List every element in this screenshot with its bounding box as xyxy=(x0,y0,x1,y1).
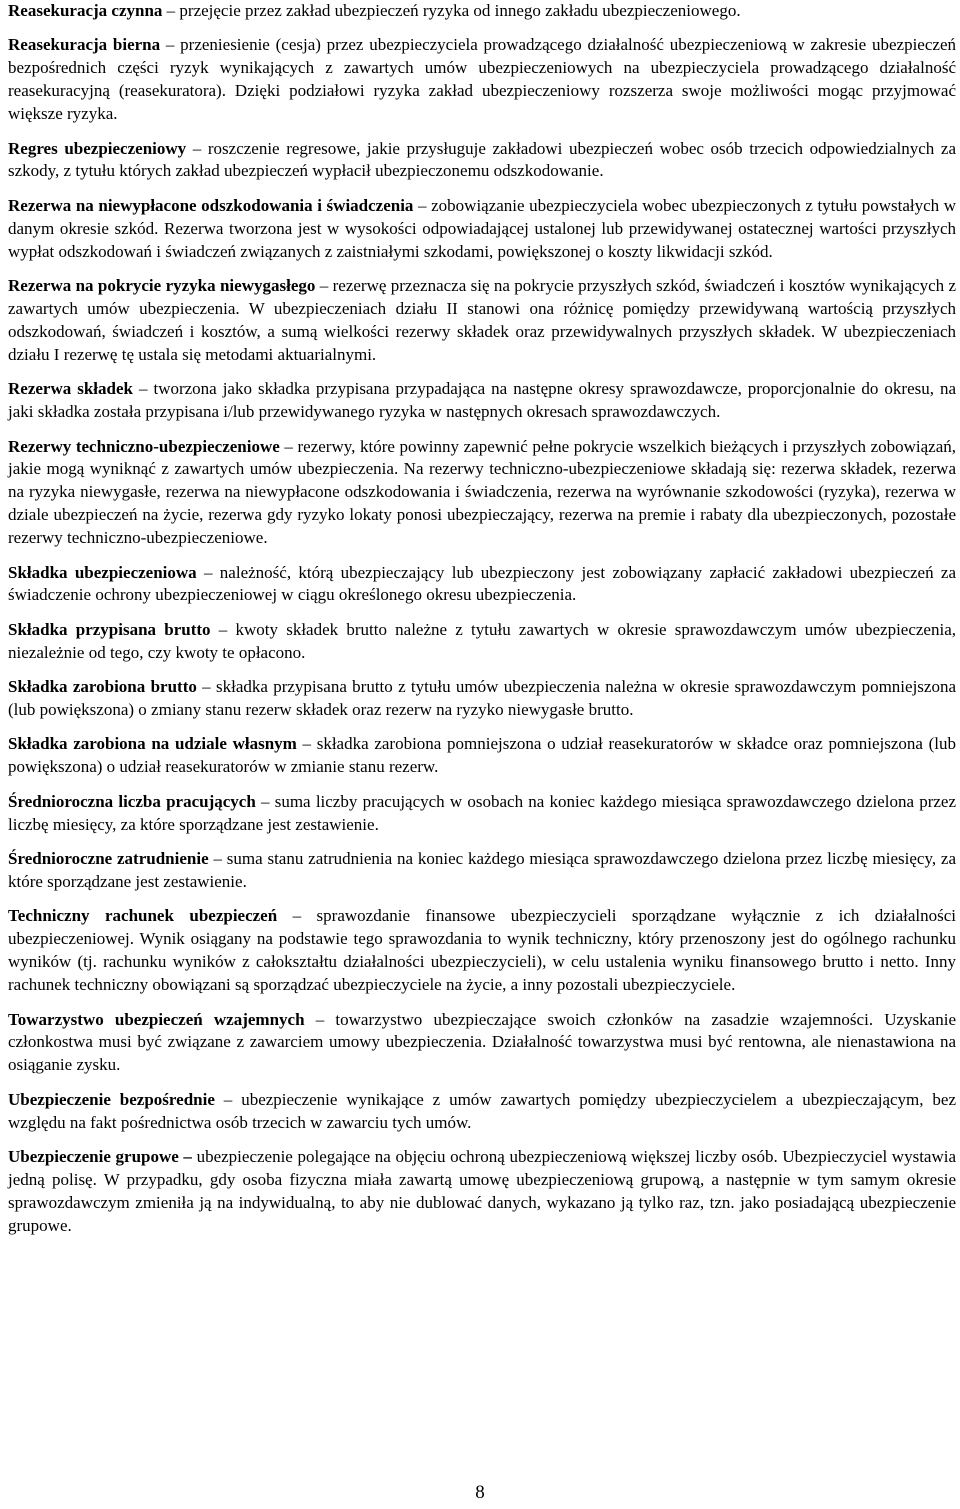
glossary-term: Składka zarobiona brutto xyxy=(8,677,197,697)
glossary-entry xyxy=(8,138,956,184)
glossary-term: Składka przypisana brutto xyxy=(8,619,211,639)
glossary-entry xyxy=(8,34,956,126)
glossary-entry xyxy=(8,275,956,367)
glossary-definition: zobowiązanie ubezpieczyciela wobec ubezpieczonych z tytułu powstałych w danym okresie szkód. Rezerwa tworzona jest w wysokości odpowiadającej ustalonej lub przewidywanej ostatecznej wartości przyszłych wypłat odszkodowań i świadczeń związanych z zaistniałymi szkodami, powiększonej o koszty likwidacji szkód. xyxy=(8,195,957,261)
glossary-definition: suma stanu zatrudnienia na koniec każdego miesiąca sprawozdawczego dzielona przez liczbę miesięcy, za które sporządzane jest zestawienie. xyxy=(8,849,957,891)
glossary-definition: rezerwę przeznacza się na pokrycie przyszłych szkód, świadczeń i kosztów wynikających z zawartych umów ubezpieczenia. W ubezpieczeniach działu II stanowi ona różnicę pomiędzy przewidywaną wartością przyszłych odszkodowań, świadczeń i kosztów, a sumą wielkości rezerwy składek oraz przewidywalnych przyszłych składek. W ubezpieczeniach działu I rezerwę tę ustala się metodami aktuarialnymi. xyxy=(8,276,957,364)
glossary-term: Reasekuracja czynna xyxy=(8,1,163,20)
glossary-entry xyxy=(8,619,956,665)
glossary-definition: suma liczby pracujących w osobach na koniec każdego miesiąca sprawozdawczego dzielona przez liczbę miesięcy, za które sporządzane jest zestawienie. xyxy=(8,791,957,834)
glossary-entry xyxy=(8,1089,956,1135)
glossary-entry xyxy=(8,195,956,264)
glossary-definition: tworzona jako składka przypisana przypadająca na następne okresy sprawozdawcze, proporcjonalnie do okresu, na jaki składka została przypisana i/lub przewidywanego ryzyka w następnych okresach sprawozdawczych. xyxy=(8,379,957,422)
term-separator: – xyxy=(304,1009,336,1029)
term-separator: – xyxy=(277,906,317,926)
term-separator: – xyxy=(208,849,227,869)
glossary-term: Średnioroczne zatrudnienie xyxy=(8,849,209,869)
glossary-term: Regres ubezpieczeniowy xyxy=(8,138,187,158)
glossary-entry xyxy=(8,436,956,551)
glossary-definition: przeniesienie (cesja) przez ubezpieczyciela prowadzącego działalność ubezpieczeniową w zakresie ubezpieczeń bezpośrednich części ryzyk wynikających z zawartych umów ubezpieczeniowych na ubezpieczyciela prowadzącego działalność reasekuracyjną (reasekuratora). Dzięki podziałowi ryzyka zakład ubezpieczeniowy rozszerza swoje możliwości mogąc przyjmować większe ryzyka. xyxy=(8,35,956,124)
term-separator: – xyxy=(196,677,216,697)
glossary-definition: towarzystwo ubezpieczające swoich członków na zasadzie wzajemności. Uzyskanie członkostwa musi być związane z zawarciem umowy ubezpieczenia. Działalność towarzystwa musi być rentowna, ale nienastawiona na osiąganie zysku. xyxy=(8,1009,957,1075)
glossary-term: Reasekuracja bierna xyxy=(8,35,161,55)
glossary-definition: ubezpieczenie wynikające z umów zawartych pomiędzy ubezpieczycielem a ubezpieczającym, bez względu na fakt pośrednictwa osób trzecich w zawarciu tych umów. xyxy=(8,1089,957,1132)
term-separator: – xyxy=(162,1,180,20)
glossary-entry xyxy=(8,676,956,722)
glossary-entry xyxy=(8,1009,956,1078)
glossary-term: Techniczny rachunek ubezpieczeń xyxy=(8,906,278,926)
glossary-term: Składka ubezpieczeniowa xyxy=(8,562,197,582)
glossary-term: Towarzystwo ubezpieczeń wzajemnych xyxy=(8,1009,305,1029)
glossary-entry xyxy=(8,733,956,779)
glossary-term: Rezerwy techniczno-ubezpieczeniowe xyxy=(8,436,280,456)
glossary-page xyxy=(8,0,956,1249)
term-separator: – xyxy=(214,1089,242,1109)
term-separator: – xyxy=(255,791,275,811)
glossary-entry xyxy=(8,791,956,837)
page-number: 8 xyxy=(475,1482,485,1503)
term-separator: – xyxy=(413,195,432,215)
glossary-term: Rezerwa na niewypłacone odszkodowania i świadczenia xyxy=(8,195,414,215)
glossary-entry xyxy=(8,378,956,424)
glossary-definition: rezerwy, które powinny zapewnić pełne pokrycie wszelkich bieżących i przyszłych zobowiązań, jakie mogą wyniknąć z zawartych umów ubezpieczenia. Na rezerwy techniczno-ubezpieczeniowe składają się: rezerwa składek, rezerwa na ryzyka niewygasłe, rezerwa na niewypłacone odszkodowania i świadczenia, rezerwa na wyrównanie szkodowości (ryzyka), rezerwa w dziale ubezpieczeń na życie, rezerwa gdy ryzyko lokaty ponosi ubezpieczający, rezerwa na premie i rabaty dla ubezpieczonych, pozostałe rezerwy techniczno-ubezpieczeniowe. xyxy=(8,436,957,548)
glossary-term: Średnioroczna liczba pracujących xyxy=(8,791,256,811)
glossary-entry xyxy=(8,848,956,894)
glossary-definition: kwoty składek brutto należne z tytułu zawartych w okresie sprawozdawczym umów ubezpieczenia, niezależnie od tego, czy kwoty te opłacono. xyxy=(8,619,956,662)
term-separator: – xyxy=(279,436,298,456)
glossary-entry xyxy=(8,1146,956,1238)
glossary-term: Ubezpieczenie bezpośrednie xyxy=(8,1089,215,1109)
glossary-definition: składka przypisana brutto z tytułu umów ubezpieczenia należna w okresie sprawozdawczym pomniejszona (lub powiększona) o zmiany stanu rezerw składek oraz rezerw na ryzyko niewygasłe brutto. xyxy=(8,677,957,720)
term-separator: – xyxy=(160,35,181,55)
term-separator: – xyxy=(315,276,333,296)
glossary-definition: składka zarobiona pomniejszona o udział reasekuratorów w składce oraz pomniejszona (lub powiększona) o udział reasekuratorów w zmianie stanu rezerw. xyxy=(8,734,957,777)
glossary-term: Rezerwa składek xyxy=(8,379,133,399)
term-separator: – xyxy=(296,734,317,754)
glossary-definition: należność, którą ubezpieczający lub ubezpieczony jest zobowiązany zapłacić zakładowi ubezpieczeń za świadczenie ochrony ubezpieczeniowej w ciągu określonego okresu ubezpieczenia. xyxy=(8,562,957,605)
glossary-entry xyxy=(8,0,956,23)
term-separator: – xyxy=(186,138,208,158)
glossary-term: Składka zarobiona na udziale własnym xyxy=(8,734,297,754)
glossary-definition: przejęcie przez zakład ubezpieczeń ryzyka od innego zakładu ubezpieczeniowego. xyxy=(179,1,741,20)
glossary-entry xyxy=(8,905,956,997)
glossary-definition: roszczenie regresowe, jakie przysługuje zakładowi ubezpieczeń wobec osób trzecich odpowiedzialnych za szkody, z tytułu których zakład ubezpieczeń wypłacił ubezpieczonemu odszkodowanie. xyxy=(8,138,956,181)
glossary-term: Rezerwa na pokrycie ryzyka niewygasłego xyxy=(8,276,316,296)
glossary-term: Ubezpieczenie grupowe – xyxy=(8,1147,192,1167)
glossary-definition: sprawozdanie finansowe ubezpieczycieli sporządzane wyłącznie z ich działalności ubezpieczeniowej. Wynik osiągany na podstawie tego sprawozdania to wynik techniczny, który przenoszony jest do ogólnego rachunku wyników (tj. rachunku wyników z całokształtu działalności ubezpieczycieli), w celu ustalenia wyniku finansowego brutto i netto. Inny rachunek techniczny obowiązani są sporządzać ubezpieczyciele na życie, a inny pozostali ubezpieczyciele. xyxy=(8,906,956,995)
term-separator: – xyxy=(196,562,220,582)
glossary-definition: ubezpieczenie polegające na objęciu ochroną ubezpieczeniową większej liczby osób. Ubezpieczyciel wystawia jedną polisę. W przypadku, gdy osoba fizyczna miała zawartą umowę ubezpieczeniową grupową, a następnie w tym samym okresie sprawozdawczym zmieniła ją na indywidualną, to aby nie dublować danych, wykazano ją tylko raz, tzn. jako posiadającą ubezpieczenie grupowe. xyxy=(8,1147,957,1235)
term-separator: – xyxy=(210,619,236,639)
glossary-entry xyxy=(8,562,956,608)
term-separator: – xyxy=(132,379,154,399)
